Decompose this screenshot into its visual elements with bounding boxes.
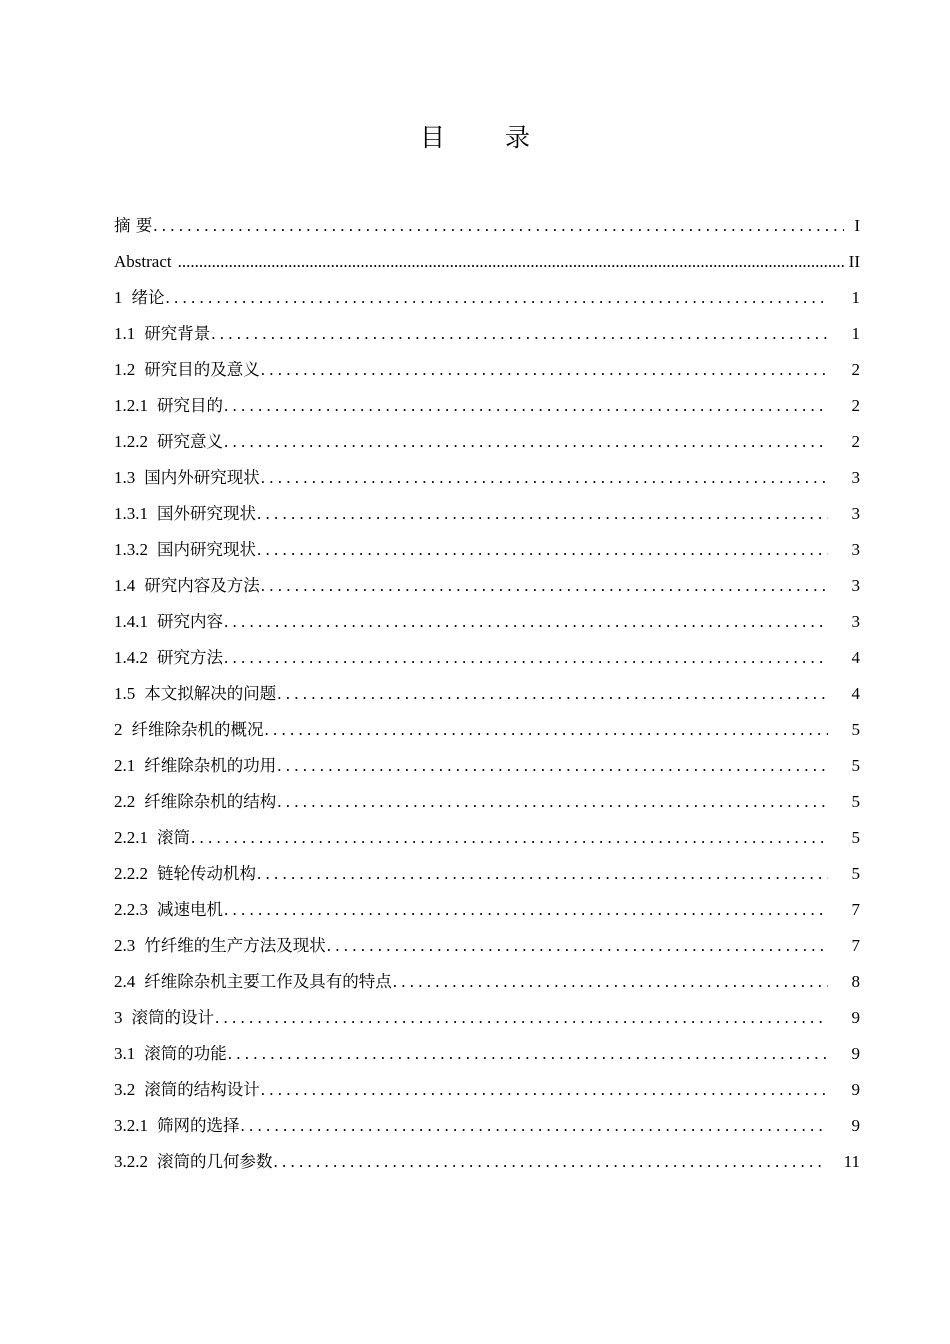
toc-entry[interactable]: [114, 748, 860, 784]
toc-page-number: 7: [851, 936, 860, 955]
toc-entry-label: 1.5 本文拟解决的问题: [114, 684, 277, 703]
toc-page-number: 3: [851, 612, 860, 631]
toc-page-number: 3: [851, 576, 860, 595]
leader-dots: [211, 316, 828, 352]
toc-page-number: 5: [851, 756, 860, 775]
toc-page-number: I: [854, 216, 860, 235]
toc-page-number: 11: [843, 1152, 860, 1171]
toc-entry-label: 1.4.1 研究内容: [114, 612, 223, 631]
toc-entry-label: 3.2.2 滚筒的几何参数: [114, 1152, 273, 1171]
toc-entry[interactable]: [114, 424, 860, 460]
toc-entry[interactable]: [114, 928, 860, 964]
leader-dots: [257, 496, 828, 532]
toc-page-number: 7: [851, 900, 860, 919]
toc-entry-label: 1.2.1 研究目的: [114, 396, 223, 415]
toc-entry-label: 2.2.2 链轮传动机构: [114, 864, 256, 883]
toc-entry[interactable]: [114, 676, 860, 712]
leader-dots: [261, 352, 828, 388]
toc-page-number: 3: [851, 468, 860, 487]
leader-dots: [277, 784, 828, 820]
leader-dots: [224, 892, 828, 928]
toc-entry[interactable]: [114, 1000, 860, 1036]
toc-entry-abstract-cn[interactable]: [114, 208, 860, 244]
toc-page-number: 3: [851, 540, 860, 559]
toc-entry-label: 2 纤维除杂机的概况: [114, 720, 264, 739]
toc-entry[interactable]: [114, 784, 860, 820]
toc-entry-label: 1.3.1 国外研究现状: [114, 504, 256, 523]
toc-entry-label: 3.2.1 筛网的选择: [114, 1116, 240, 1135]
toc-page-number: 2: [851, 360, 860, 379]
toc-page-number: 5: [851, 720, 860, 739]
toc-page-number: 8: [851, 972, 860, 991]
toc-entry[interactable]: [114, 1144, 860, 1180]
toc-entry[interactable]: [114, 964, 860, 1000]
leader-dots: [224, 424, 828, 460]
toc-entry[interactable]: [114, 1072, 860, 1108]
toc-entry[interactable]: [114, 856, 860, 892]
toc-entry-label: 1.3.2 国内研究现状: [114, 540, 256, 559]
toc-entry-label: 1.4 研究内容及方法: [114, 576, 260, 595]
toc-entry[interactable]: [114, 568, 860, 604]
toc-entry[interactable]: [114, 460, 860, 496]
toc-entry[interactable]: [114, 280, 860, 316]
toc-entry-label: 2.1 纤维除杂机的功用: [114, 756, 277, 775]
toc-entry[interactable]: [114, 1108, 860, 1144]
toc-page-number: 1: [851, 324, 860, 343]
toc-entry[interactable]: [114, 892, 860, 928]
leader-dots: [261, 1072, 828, 1108]
table-of-contents: [114, 208, 860, 1180]
toc-page-number: 5: [851, 792, 860, 811]
toc-page-number: 9: [851, 1116, 860, 1135]
leader-dots: [277, 676, 828, 712]
toc-page-number: 4: [851, 648, 860, 667]
leader-dots: [265, 712, 829, 748]
toc-page-number: 9: [851, 1044, 860, 1063]
leader-dots: [277, 748, 828, 784]
leader-dots: [393, 964, 828, 1000]
toc-entry-abstract-en[interactable]: [114, 244, 860, 280]
toc-entry[interactable]: [114, 316, 860, 352]
toc-entry-label: 3 滚筒的设计: [114, 1008, 214, 1027]
toc-entry-label: 2.3 竹纤维的生产方法及现状: [114, 936, 326, 955]
toc-entry-label: 1.1 研究背景: [114, 324, 211, 343]
leader-dots: [153, 208, 844, 244]
toc-entry-label: 2.4 纤维除杂机主要工作及具有的特点: [114, 972, 392, 991]
toc-page-number: 1: [851, 288, 860, 307]
toc-page-number: 2: [851, 396, 860, 415]
toc-entry[interactable]: [114, 640, 860, 676]
toc-entry[interactable]: [114, 532, 860, 568]
toc-entry-label: 1.2 研究目的及意义: [114, 360, 260, 379]
toc-entry-label: 摘 要: [114, 216, 153, 235]
leader-dots: [257, 856, 828, 892]
toc-entry-label: 1.4.2 研究方法: [114, 648, 223, 667]
toc-entry[interactable]: [114, 388, 860, 424]
toc-entry-label: 1.3 国内外研究现状: [114, 468, 260, 487]
toc-entry[interactable]: [114, 352, 860, 388]
leader-dots: [257, 532, 828, 568]
leader-dots: [215, 1000, 828, 1036]
toc-entry-label: 2.2 纤维除杂机的结构: [114, 792, 277, 811]
leader-dots: [224, 640, 828, 676]
leader-dots: [327, 928, 828, 964]
toc-entry[interactable]: [114, 820, 860, 856]
toc-page-number: 5: [851, 864, 860, 883]
toc-entry-label: 3.1 滚筒的功能: [114, 1044, 227, 1063]
toc-page-number: 9: [851, 1008, 860, 1027]
toc-page-number: II: [848, 252, 860, 271]
toc-page-number: 5: [851, 828, 860, 847]
toc-entry[interactable]: [114, 1036, 860, 1072]
leader-dots: [241, 1108, 829, 1144]
toc-entry-label: 2.2.1 滚筒: [114, 828, 190, 847]
leader-dots: [224, 604, 828, 640]
toc-entry-label: 1 绪论: [114, 288, 165, 307]
leader-dots: [178, 244, 844, 280]
toc-page-number: 4: [851, 684, 860, 703]
toc-page-number: 3: [851, 504, 860, 523]
toc-entry[interactable]: [114, 712, 860, 748]
toc-entry-label: 3.2 滚筒的结构设计: [114, 1080, 260, 1099]
toc-entry-label: 1.2.2 研究意义: [114, 432, 223, 451]
leader-dots: [261, 460, 828, 496]
leader-dots: [274, 1144, 826, 1180]
leader-dots: [224, 388, 828, 424]
toc-page-number: 2: [851, 432, 860, 451]
leader-dots: [166, 280, 829, 316]
toc-entry[interactable]: [114, 496, 860, 532]
toc-page-number: 9: [851, 1080, 860, 1099]
leader-dots: [261, 568, 828, 604]
toc-entry-label: 2.2.3 减速电机: [114, 900, 223, 919]
toc-title: 目 录: [420, 123, 556, 152]
toc-entry-label: Abstract: [114, 252, 172, 271]
leader-dots: [191, 820, 828, 856]
leader-dots: [228, 1036, 828, 1072]
toc-entry[interactable]: [114, 604, 860, 640]
